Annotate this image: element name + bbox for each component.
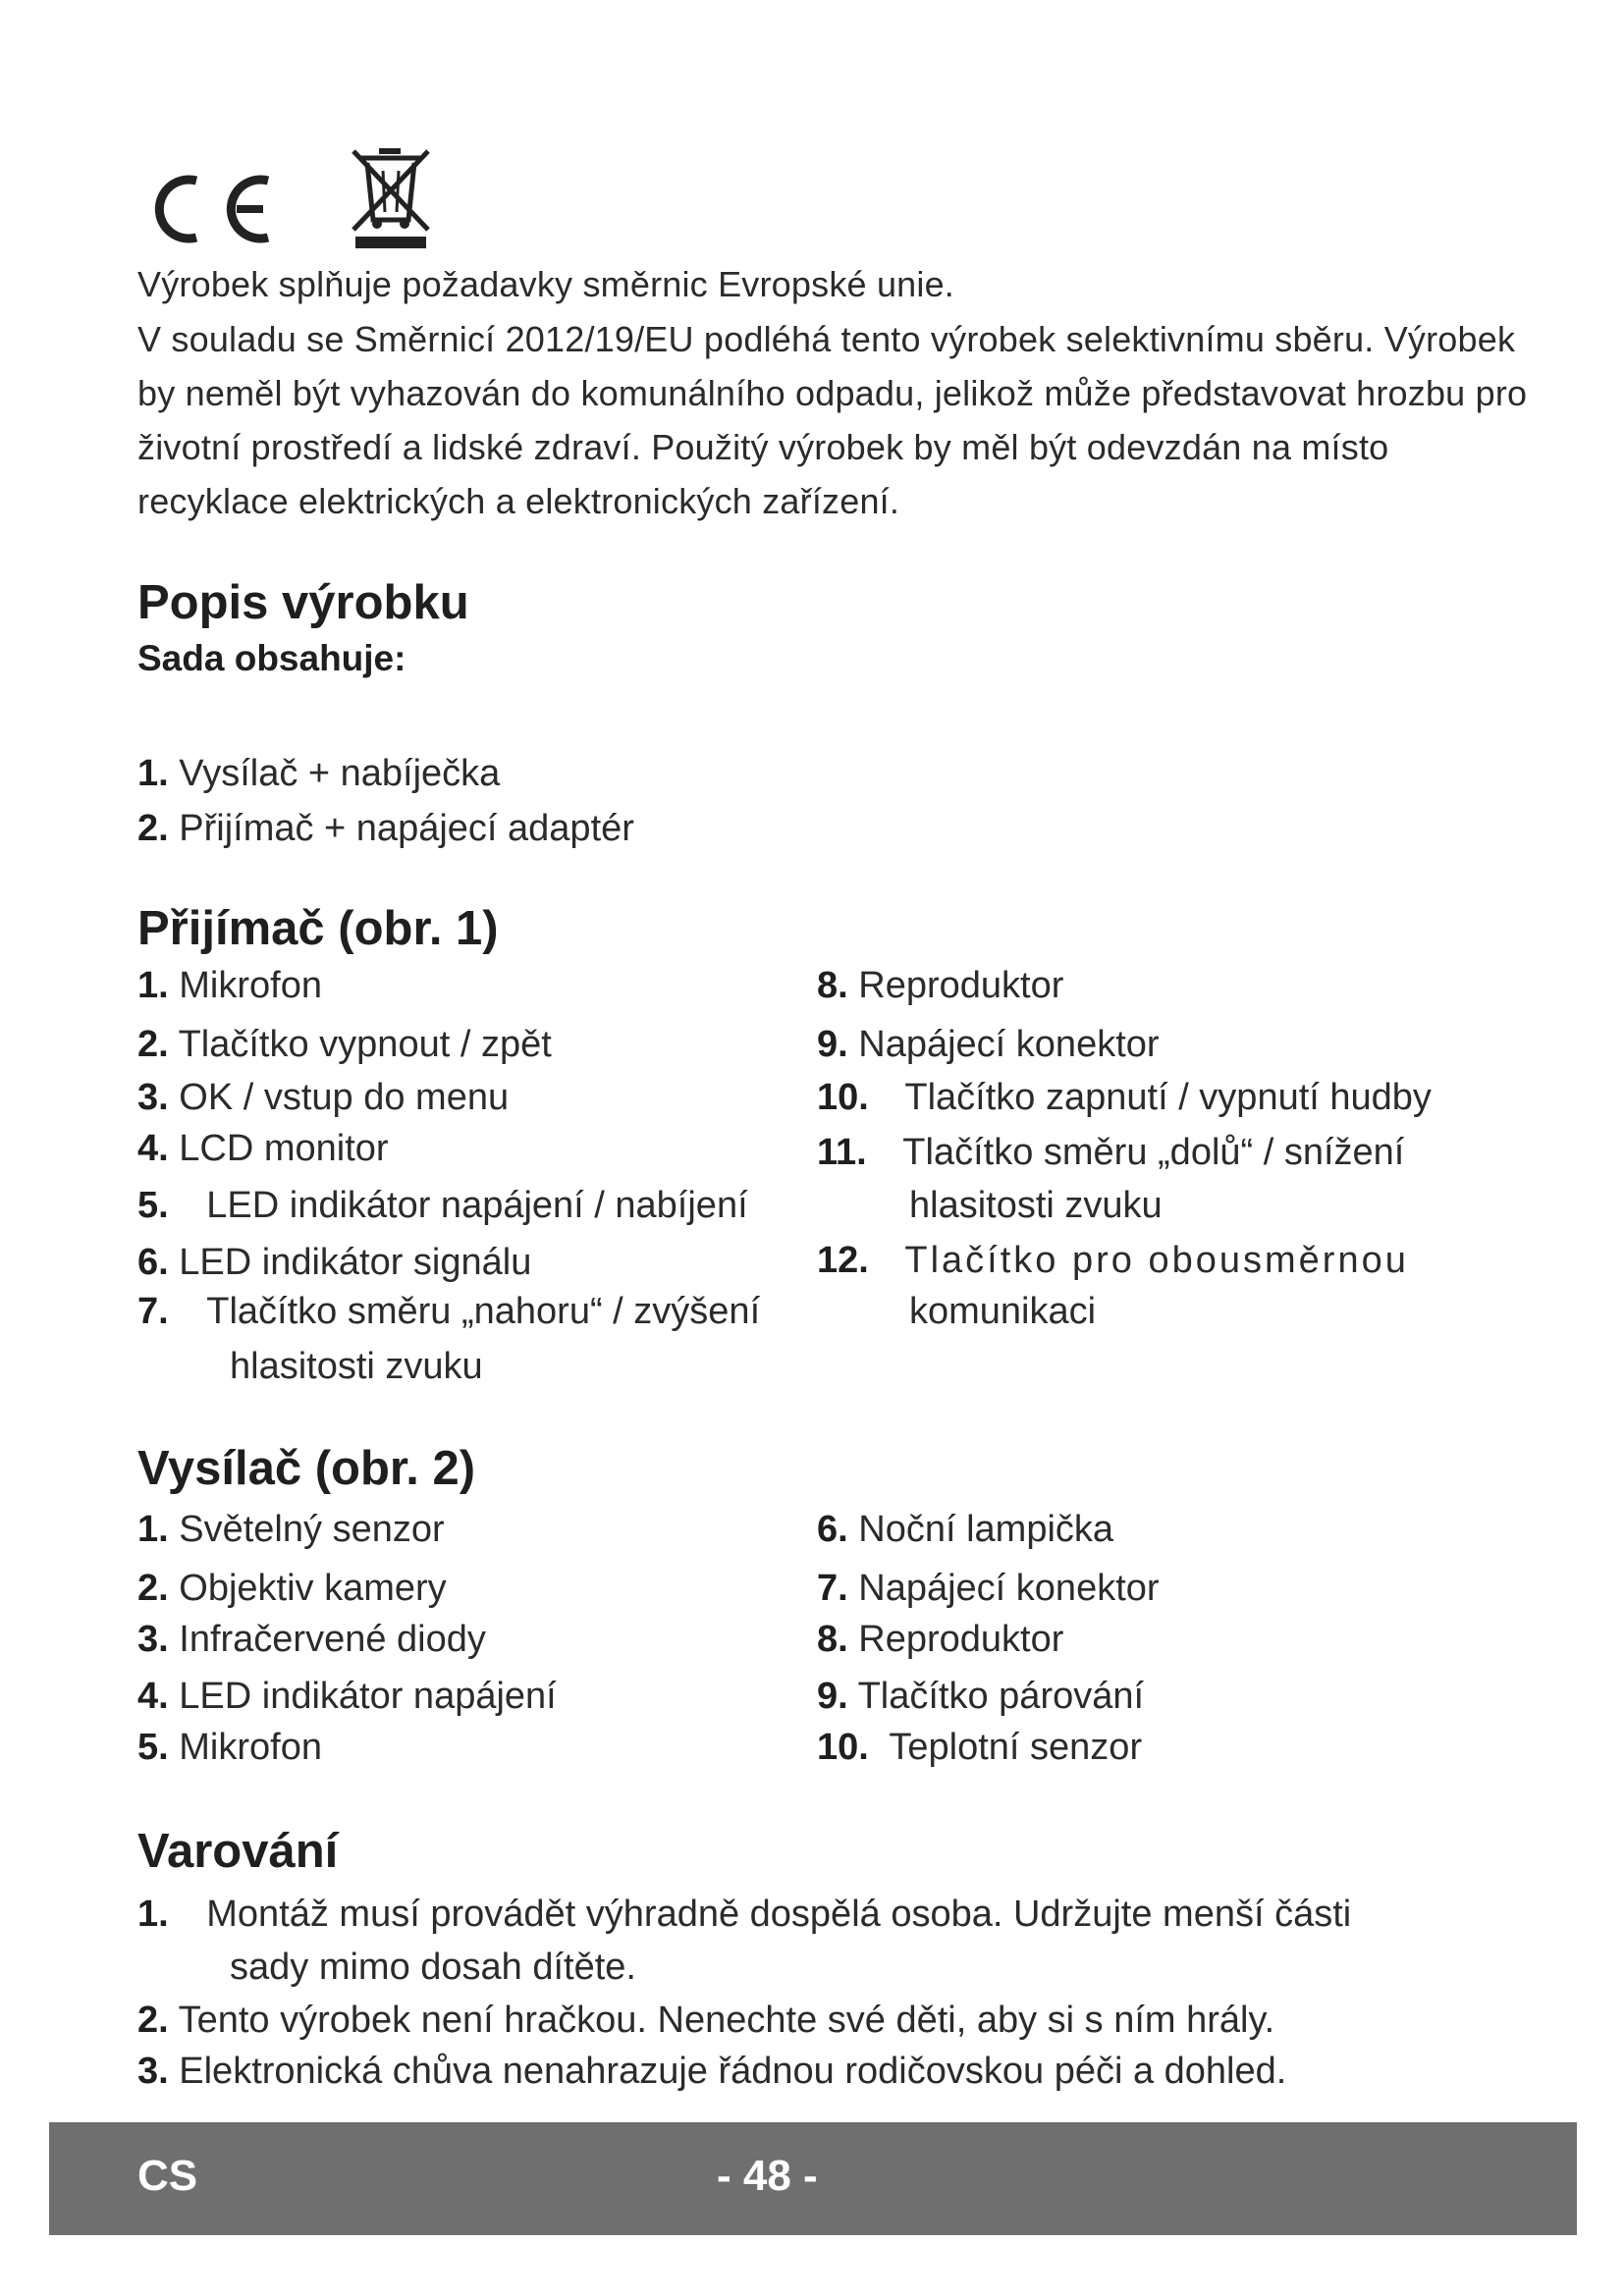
list-item: 2. Tlačítko vypnout / zpět: [137, 1024, 552, 1065]
list-item-continuation: komunikaci: [909, 1291, 1097, 1332]
list-item: 1. Vysílač + nabíječka: [137, 753, 501, 794]
list-item: 1. Světelný senzor: [137, 1509, 445, 1550]
page-number: - 48 -: [717, 2152, 818, 2200]
weee-crossed-bin-icon: [348, 145, 434, 249]
list-item: 7. Tlačítko směru „nahoru“ / zvýšení: [137, 1291, 761, 1332]
list-item: 6. Noční lampička: [817, 1509, 1114, 1550]
list-item: 9. Napájecí konektor: [817, 1024, 1160, 1065]
list-item: 2. Přijímač + napájecí adaptér: [137, 808, 634, 849]
list-item: 6. LED indikátor signálu: [137, 1242, 532, 1283]
list-item: 11. Tlačítko směru „dolů“ / snížení: [817, 1132, 1405, 1173]
list-item: 5. Mikrofon: [137, 1727, 322, 1768]
list-item: 3. Elektronická chůva nenahrazuje řádnou rodičovskou péči a dohled.: [137, 2051, 1287, 2092]
list-item: 3. OK / vstup do menu: [137, 1077, 510, 1118]
warning-heading: Varování: [137, 1825, 339, 1878]
list-item: 3. Infračervené diody: [137, 1619, 486, 1660]
list-item-continuation: hlasitosti zvuku: [909, 1185, 1163, 1226]
list-item: 5. LED indikátor napájení / nabíjení: [137, 1185, 748, 1226]
list-item: 2. Objektiv kamery: [137, 1568, 447, 1609]
product-description-heading: Popis výrobku: [137, 576, 469, 629]
list-item: 8. Reproduktor: [817, 1619, 1064, 1660]
list-item-continuation: hlasitosti zvuku: [230, 1346, 483, 1387]
receiver-heading: Přijímač (obr. 1): [137, 902, 499, 955]
list-item: 4. LED indikátor napájení: [137, 1676, 557, 1717]
transmitter-heading: Vysílač (obr. 2): [137, 1442, 476, 1495]
list-item: 4. LCD monitor: [137, 1128, 389, 1169]
page-footer: [49, 2122, 1577, 2235]
language-code: CS: [137, 2152, 198, 2200]
list-item: 1. Montáž musí provádět výhradně dospělá osoba. Udržujte menší části: [137, 1894, 1352, 1935]
list-item: 7. Napájecí konektor: [817, 1568, 1160, 1609]
ce-compliance-text: Výrobek splňuje požadavky směrnic Evropské unie.: [137, 264, 955, 304]
list-item: 1. Mikrofon: [137, 965, 322, 1006]
list-item: 8. Reproduktor: [817, 965, 1064, 1006]
list-item-continuation: sady mimo dosah dítěte.: [230, 1947, 636, 1988]
kit-contents-subheading: Sada obsahuje:: [137, 638, 406, 678]
list-item: 2. Tento výrobek není hračkou. Nenechte své děti, aby si s ním hrály.: [137, 2000, 1275, 2041]
list-item: 10. Teplotní senzor: [817, 1727, 1143, 1768]
ce-mark-icon: [135, 173, 283, 245]
list-item: 9. Tlačítko párování: [817, 1676, 1145, 1717]
list-item: 10. Tlačítko zapnutí / vypnutí hudby: [817, 1077, 1432, 1118]
list-item: 12. Tlačítko pro obousměrnou: [817, 1240, 1409, 1281]
weee-disposal-text: V souladu se Směrnicí 2012/19/EU podléhá tento výrobek selektivnímu sběru. Výrobek by neměl být vyhazován do komunálního odpadu, jelikož může představovat hrozbu pro životní prostředí a lidské zdraví. Použitý výrobek by měl být odevzdán na místo recyklace elektrických a elektronických zařízení.: [137, 319, 1528, 521]
